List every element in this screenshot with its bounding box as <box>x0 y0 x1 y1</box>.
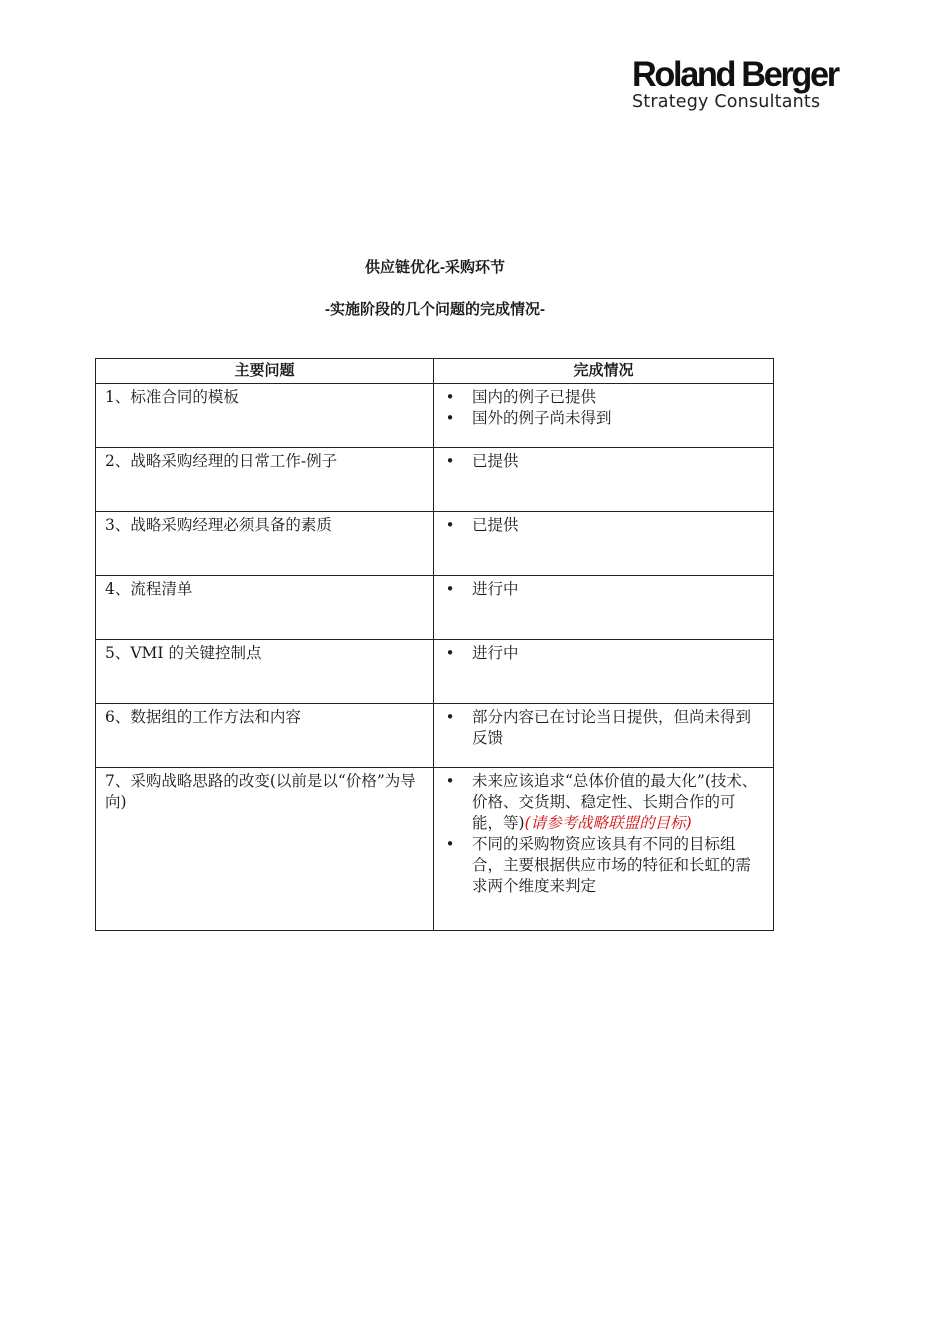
table-header-row <box>96 359 774 384</box>
status-item: • 部分内容已在讨论当日提供，但尚未得到反馈 <box>445 708 752 747</box>
issue-cell: 4、流程清单 <box>105 580 193 598</box>
issue-cell: 1、标准合同的模板 <box>105 388 239 406</box>
status-item: • 不同的采购物资应该具有不同的目标组合，主要根据供应市场的特征和长虹的需求两个维度来判定 <box>445 835 752 895</box>
issues-status-table <box>95 358 774 931</box>
status-list <box>434 576 773 600</box>
status-item: • 已提供 <box>445 452 519 470</box>
status-item: • 国外的例子尚未得到 <box>445 409 612 427</box>
bullet-icon: • <box>445 772 455 790</box>
table-row <box>96 448 774 512</box>
reference-note: (请参考战略联盟的目标) <box>524 814 692 832</box>
status-item: • 已提供 <box>445 516 519 534</box>
status-item: • 未来应该追求“总体价值的最大化”(技术、价格、交货期、稳定性、长期合作的可能，等)(请参考战略联盟的目标) <box>445 772 758 832</box>
logo-subtitle: Strategy Consultants <box>632 92 821 112</box>
bullet-icon: • <box>445 409 455 427</box>
status-list <box>434 384 773 429</box>
table-row <box>96 512 774 576</box>
status-item: • 国内的例子已提供 <box>445 388 597 406</box>
company-logo <box>632 56 842 112</box>
table-row <box>96 384 774 448</box>
table-row <box>96 640 774 704</box>
issue-cell: 6、数据组的工作方法和内容 <box>105 708 301 726</box>
status-list <box>434 512 773 536</box>
status-item: • 进行中 <box>445 644 519 662</box>
issue-cell: 3、战略采购经理必须具备的素质 <box>105 516 332 534</box>
issue-cell: 7、采购战略思路的改变(以前是以“价格”为导向) <box>105 772 416 811</box>
table-row <box>96 704 774 768</box>
document-subtitle: -实施阶段的几个问题的完成情况- <box>325 301 545 318</box>
logo-brand-name: Roland Berger <box>632 55 838 94</box>
issue-cell: 5、VMI 的关键控制点 <box>105 644 262 662</box>
bullet-icon: • <box>445 516 455 534</box>
header-issue: 主要问题 <box>96 359 434 384</box>
status-list <box>434 704 773 749</box>
document-title: 供应链优化-采购环节 <box>365 259 505 276</box>
table-row <box>96 768 774 931</box>
bullet-icon: • <box>445 644 455 662</box>
table-row <box>96 576 774 640</box>
issue-cell: 2、战略采购经理的日常工作-例子 <box>105 452 338 470</box>
bullet-icon: • <box>445 388 455 406</box>
bullet-icon: • <box>445 835 455 853</box>
bullet-icon: • <box>445 580 455 598</box>
bullet-icon: • <box>445 708 455 726</box>
status-item: • 进行中 <box>445 580 519 598</box>
status-list <box>434 448 773 472</box>
status-list <box>434 768 773 897</box>
status-list <box>434 640 773 664</box>
header-status: 完成情况 <box>434 359 774 384</box>
bullet-icon: • <box>445 452 455 470</box>
